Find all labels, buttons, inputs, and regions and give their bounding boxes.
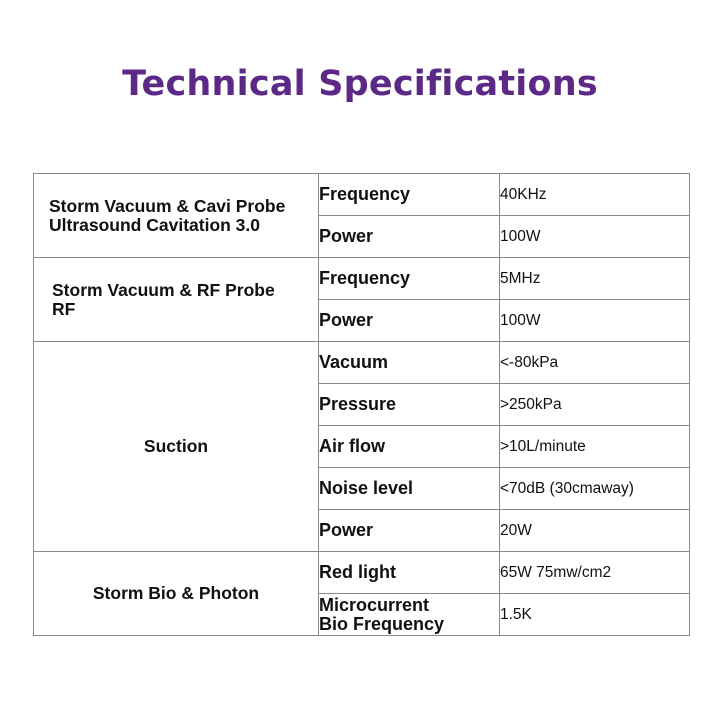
param-cell: Power [319,510,500,552]
value-cell: >10L/minute [500,426,690,468]
table-row [34,174,690,216]
group-label-line: Storm Vacuum & RF Probe [52,279,275,300]
value-cell: 40KHz [500,174,690,216]
group-label-cavi-probe [34,174,319,258]
page-title: Technical Specifications [122,64,598,104]
value-cell: 100W [500,300,690,342]
group-label-line: RF [52,298,76,319]
group-label-bio-photon [34,552,319,636]
group-label-line: Storm Bio & Photon [92,583,260,603]
param-cell: Power [319,216,500,258]
group-label-line: Suction [143,436,209,456]
param-cell [319,594,500,636]
value-cell: <-80kPa [500,342,690,384]
param-cell: Vacuum [319,342,500,384]
param-cell: Pressure [319,384,500,426]
value-cell: >250kPa [500,384,690,426]
table-row [34,258,690,300]
specifications-table [33,173,690,636]
group-label-line: Storm Vacuum & Cavi Probe [49,195,286,216]
param-cell: Noise level [319,468,500,510]
param-line: Bio Frequency [319,613,445,634]
value-cell: 5MHz [500,258,690,300]
param-cell: Frequency [319,174,500,216]
group-label-rf-probe [34,258,319,342]
param-cell: Power [319,300,500,342]
table-row [34,342,690,384]
group-label-suction [34,342,319,552]
group-label-line: Ultrasound Cavitation 3.0 [49,214,261,235]
param-cell: Red light [319,552,500,594]
value-cell: 1.5K [500,594,690,636]
param-cell: Air flow [319,426,500,468]
value-cell: 100W [500,216,690,258]
value-cell: <70dB (30cmaway) [500,468,690,510]
table-row [34,552,690,594]
param-cell: Frequency [319,258,500,300]
param-line: Microcurrent [319,594,430,615]
value-cell: 20W [500,510,690,552]
value-cell: 65W 75mw/cm2 [500,552,690,594]
